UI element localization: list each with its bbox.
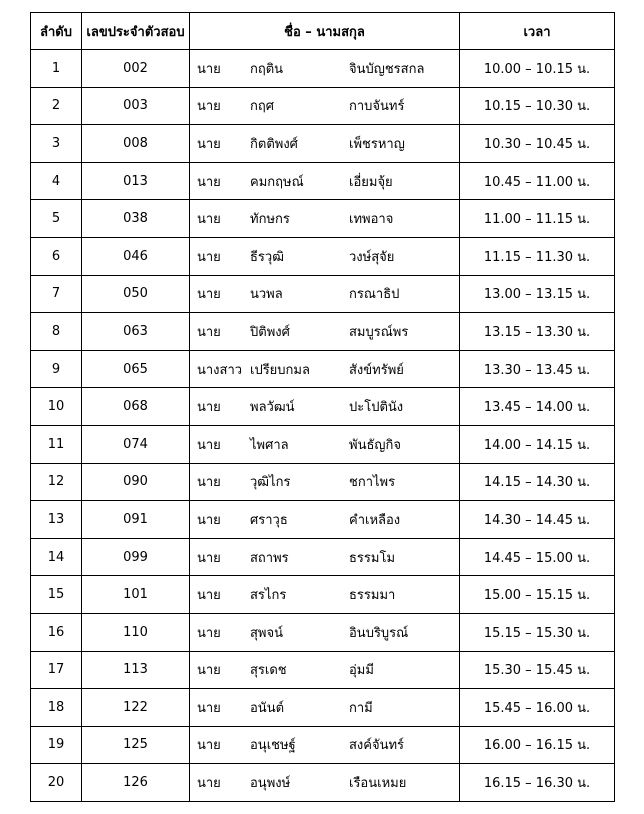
row-first-name: สุรเดช xyxy=(250,663,287,679)
row-title: นาย xyxy=(197,249,221,265)
row-time: 10.30 – 10.45 น. xyxy=(460,125,615,163)
row-exam-id: 090 xyxy=(82,463,190,501)
table-row xyxy=(31,50,615,88)
row-title: นาย xyxy=(197,475,221,491)
row-title: นาย xyxy=(197,663,221,679)
row-exam-id: 113 xyxy=(82,651,190,689)
row-title: นาย xyxy=(197,700,221,716)
table-row xyxy=(31,651,615,689)
row-time: 10.15 – 10.30 น. xyxy=(460,87,615,125)
row-last-name: ชกาไพร xyxy=(349,475,396,491)
row-name-cell xyxy=(190,237,460,275)
row-time: 10.00 – 10.15 น. xyxy=(460,50,615,88)
row-exam-id: 068 xyxy=(82,388,190,426)
row-name-cell xyxy=(190,425,460,463)
table-row xyxy=(31,313,615,351)
row-last-name: สมบูรณ์พร xyxy=(349,324,409,340)
row-time: 13.30 – 13.45 น. xyxy=(460,350,615,388)
row-first-name: นวพล xyxy=(250,287,283,303)
row-last-name: อุ่มมี xyxy=(349,663,374,679)
row-exam-id: 038 xyxy=(82,200,190,238)
row-name-cell xyxy=(190,125,460,163)
row-name-cell xyxy=(190,313,460,351)
row-exam-id: 002 xyxy=(82,50,190,88)
row-title: นาย xyxy=(197,512,221,528)
row-exam-id: 101 xyxy=(82,576,190,614)
row-first-name: ไพศาล xyxy=(250,437,289,453)
row-time: 14.30 – 14.45 น. xyxy=(460,501,615,539)
row-order: 17 xyxy=(31,651,82,689)
row-title: นาย xyxy=(197,437,221,453)
table-row xyxy=(31,726,615,764)
row-exam-id: 074 xyxy=(82,425,190,463)
row-exam-id: 065 xyxy=(82,350,190,388)
row-first-name: อนุพงษ์ xyxy=(250,776,291,792)
row-last-name: วงษ์สุจัย xyxy=(349,249,395,265)
header-exam-id: เลขประจำตัวสอบ xyxy=(82,13,190,50)
row-first-name: ธีรวุฒิ xyxy=(250,249,284,265)
row-order: 4 xyxy=(31,162,82,200)
table-row xyxy=(31,125,615,163)
row-last-name: ธรรมโม xyxy=(349,550,396,566)
table-row xyxy=(31,87,615,125)
table-row xyxy=(31,350,615,388)
row-first-name: ศราวุธ xyxy=(250,512,288,528)
row-title: นาย xyxy=(197,550,221,566)
table-row xyxy=(31,237,615,275)
row-last-name: เอี่ยมจุ้ย xyxy=(349,174,393,190)
row-order: 1 xyxy=(31,50,82,88)
row-title: นาย xyxy=(197,61,221,77)
row-name-cell xyxy=(190,162,460,200)
row-time: 10.45 – 11.00 น. xyxy=(460,162,615,200)
row-name-cell xyxy=(190,764,460,802)
row-first-name: อนุเชษฐ์ xyxy=(250,738,296,754)
row-time: 13.45 – 14.00 น. xyxy=(460,388,615,426)
row-name-cell xyxy=(190,388,460,426)
table-row xyxy=(31,613,615,651)
row-name-cell xyxy=(190,87,460,125)
header-time: เวลา xyxy=(460,13,615,50)
row-order: 18 xyxy=(31,689,82,727)
row-exam-id: 091 xyxy=(82,501,190,539)
row-order: 12 xyxy=(31,463,82,501)
row-last-name: พันธัญกิจ xyxy=(349,437,401,453)
row-time: 15.30 – 15.45 น. xyxy=(460,651,615,689)
row-title: นาย xyxy=(197,625,221,641)
row-exam-id: 110 xyxy=(82,613,190,651)
row-exam-id: 013 xyxy=(82,162,190,200)
row-title: นาย xyxy=(197,588,221,604)
row-time: 15.45 – 16.00 น. xyxy=(460,689,615,727)
row-title: นาย xyxy=(197,99,221,115)
row-exam-id: 125 xyxy=(82,726,190,764)
row-title: นาย xyxy=(197,400,221,416)
row-last-name: จินบัญชรสกล xyxy=(349,61,425,77)
row-order: 6 xyxy=(31,237,82,275)
row-first-name: พลวัฒน์ xyxy=(250,400,295,416)
row-last-name: คำเหลือง xyxy=(349,512,401,528)
row-exam-id: 046 xyxy=(82,237,190,275)
row-last-name: เทพอาจ xyxy=(349,212,394,228)
table-row xyxy=(31,275,615,313)
row-order: 20 xyxy=(31,764,82,802)
row-time: 15.00 – 15.15 น. xyxy=(460,576,615,614)
row-first-name: กฤติน xyxy=(250,61,284,77)
row-order: 13 xyxy=(31,501,82,539)
row-order: 2 xyxy=(31,87,82,125)
row-last-name: ธรรมมา xyxy=(349,588,396,604)
row-name-cell xyxy=(190,538,460,576)
row-name-cell xyxy=(190,576,460,614)
row-first-name: ทักษกร xyxy=(250,212,290,228)
row-name-cell xyxy=(190,350,460,388)
row-time: 16.15 – 16.30 น. xyxy=(460,764,615,802)
row-exam-id: 122 xyxy=(82,689,190,727)
row-title: นาย xyxy=(197,174,221,190)
row-order: 8 xyxy=(31,313,82,351)
table-row xyxy=(31,388,615,426)
table-row xyxy=(31,425,615,463)
header-name: ชื่อ – นามสกุล xyxy=(190,13,460,50)
table-row xyxy=(31,501,615,539)
row-time: 14.00 – 14.15 น. xyxy=(460,425,615,463)
row-name-cell xyxy=(190,275,460,313)
row-order: 16 xyxy=(31,613,82,651)
row-last-name: กามี xyxy=(349,700,373,716)
row-order: 7 xyxy=(31,275,82,313)
row-first-name: ปิติพงศ์ xyxy=(250,324,290,340)
row-last-name: กรณาธิป xyxy=(349,287,400,303)
row-time: 13.00 – 13.15 น. xyxy=(460,275,615,313)
row-name-cell xyxy=(190,50,460,88)
row-exam-id: 050 xyxy=(82,275,190,313)
row-order: 9 xyxy=(31,350,82,388)
row-title: นาย xyxy=(197,212,221,228)
row-exam-id: 008 xyxy=(82,125,190,163)
row-order: 11 xyxy=(31,425,82,463)
row-first-name: สุพจน์ xyxy=(250,625,284,641)
row-first-name: กฤศ xyxy=(250,99,274,115)
table-row xyxy=(31,764,615,802)
row-title: นาย xyxy=(197,738,221,754)
table-row xyxy=(31,689,615,727)
row-title: นาย xyxy=(197,136,221,152)
row-name-cell xyxy=(190,689,460,727)
row-last-name: สงค์จันทร์ xyxy=(349,738,405,754)
row-name-cell xyxy=(190,501,460,539)
table-row xyxy=(31,162,615,200)
row-order: 19 xyxy=(31,726,82,764)
row-last-name: สังข์ทรัพย์ xyxy=(349,362,404,378)
row-name-cell xyxy=(190,651,460,689)
row-first-name: กิตติพงศ์ xyxy=(250,136,298,152)
row-time: 13.15 – 13.30 น. xyxy=(460,313,615,351)
row-time: 11.00 – 11.15 น. xyxy=(460,200,615,238)
schedule-table xyxy=(30,12,615,802)
row-order: 5 xyxy=(31,200,82,238)
row-exam-id: 126 xyxy=(82,764,190,802)
row-title: นางสาว xyxy=(197,362,243,378)
row-first-name: เปรียบกมล xyxy=(250,362,310,378)
row-first-name: อนันต์ xyxy=(250,700,285,716)
row-first-name: วุฒิไกร xyxy=(250,475,291,491)
table-row xyxy=(31,463,615,501)
row-order: 14 xyxy=(31,538,82,576)
row-name-cell xyxy=(190,463,460,501)
row-name-cell xyxy=(190,726,460,764)
row-name-cell xyxy=(190,200,460,238)
row-order: 15 xyxy=(31,576,82,614)
row-title: นาย xyxy=(197,324,221,340)
row-order: 10 xyxy=(31,388,82,426)
header-order: ลำดับ xyxy=(31,13,82,50)
row-first-name: สถาพร xyxy=(250,550,289,566)
header-row xyxy=(31,13,615,50)
row-title: นาย xyxy=(197,287,221,303)
table-row xyxy=(31,576,615,614)
table-row xyxy=(31,200,615,238)
row-first-name: สรไกร xyxy=(250,588,287,604)
row-title: นาย xyxy=(197,776,221,792)
row-last-name: เพ็ชรหาญ xyxy=(349,136,405,152)
row-exam-id: 003 xyxy=(82,87,190,125)
row-time: 15.15 – 15.30 น. xyxy=(460,613,615,651)
row-order: 3 xyxy=(31,125,82,163)
table-body xyxy=(31,50,615,802)
row-exam-id: 063 xyxy=(82,313,190,351)
row-time: 11.15 – 11.30 น. xyxy=(460,237,615,275)
row-name-cell xyxy=(190,613,460,651)
row-first-name: คมกฤษณ์ xyxy=(250,174,304,190)
row-last-name: อินบริบูรณ์ xyxy=(349,625,409,641)
row-last-name: เรือนเหมย xyxy=(349,776,407,792)
row-time: 16.00 – 16.15 น. xyxy=(460,726,615,764)
row-time: 14.45 – 15.00 น. xyxy=(460,538,615,576)
row-exam-id: 099 xyxy=(82,538,190,576)
row-last-name: กาบจันทร์ xyxy=(349,99,405,115)
row-time: 14.15 – 14.30 น. xyxy=(460,463,615,501)
table-row xyxy=(31,538,615,576)
row-last-name: ปะโปตินัง xyxy=(349,400,404,416)
